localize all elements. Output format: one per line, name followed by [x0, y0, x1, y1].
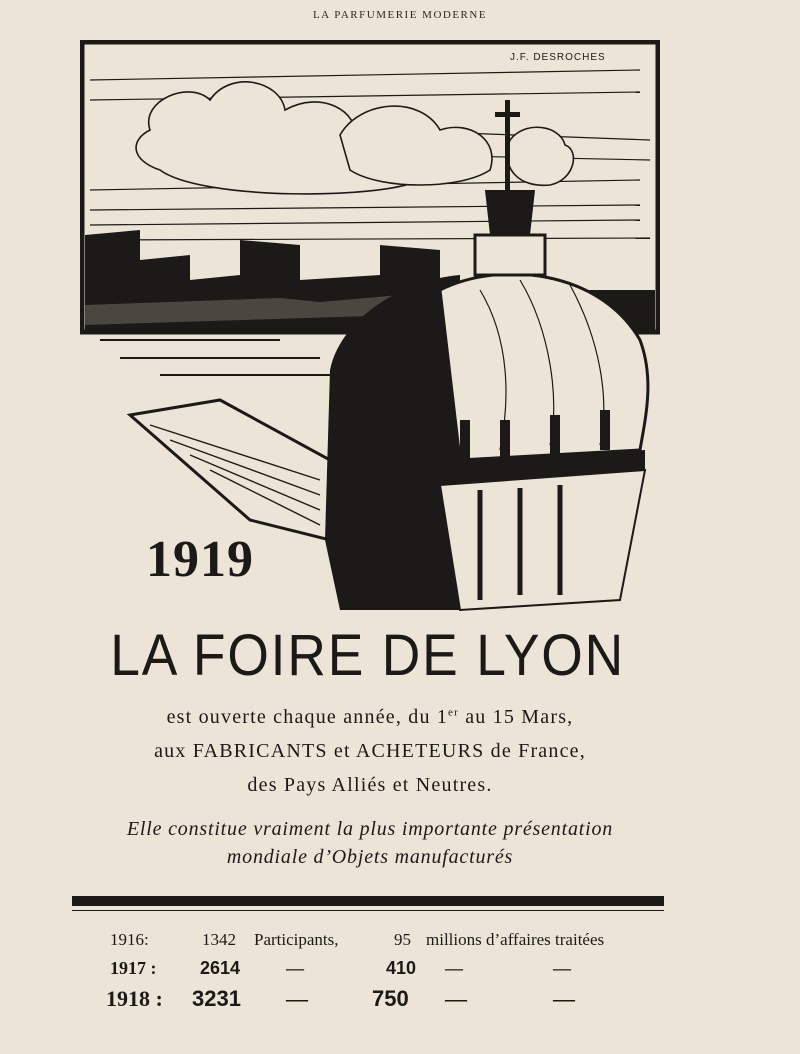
year-heading: 1919: [146, 531, 254, 588]
body-line-audience: aux FABRICANTS et ACHETEURS de France,: [154, 740, 586, 762]
stat-affaires: 750: [372, 986, 409, 1011]
body-line-dates-a: est ouverte chaque année, du 1: [166, 706, 449, 728]
stat-affaires: 95: [394, 930, 411, 949]
stat-affaires-label: millions d’affaires traitées: [426, 930, 605, 949]
stats-row-1916: [0, 930, 800, 956]
stats-row-1917: [0, 958, 800, 984]
stat-year: 1918 :: [106, 986, 163, 1011]
ordinal-superscript: er: [448, 706, 459, 719]
artist-signature: J.F. DESROCHES: [510, 52, 606, 63]
stat-participants: 2614: [200, 958, 241, 978]
body-line-dates-b: au 15 Mars,: [459, 706, 574, 728]
stat-participants-label: —: [286, 986, 308, 1011]
stat-affaires-label: —: [445, 958, 463, 978]
divider-thin: [72, 910, 664, 911]
stat-affaires: 410: [386, 958, 417, 978]
body-line-dates: [0, 706, 740, 729]
stat-year: 1916:: [110, 930, 149, 949]
stat-affaires-label: —: [445, 986, 467, 1011]
emphasis-line-1: Elle constitue vraiment la plus importante présentation: [126, 818, 614, 840]
stat-affaires-label-2: —: [553, 986, 575, 1011]
stat-participants: 3231: [192, 986, 241, 1011]
page-title: LA FOIRE DE LYON: [110, 623, 625, 688]
divider-thick: [72, 896, 664, 906]
emphasis-line-2: mondiale d’Objets manufacturés: [226, 846, 514, 868]
stat-participants: 1342: [202, 930, 236, 949]
running-title: LA PARFUMERIE MODERNE: [312, 9, 488, 21]
stat-affaires-label-2: —: [553, 958, 571, 978]
stat-year: 1917 :: [110, 958, 157, 978]
stat-participants-label: —: [286, 958, 304, 978]
stat-participants-label: Participants,: [254, 930, 339, 949]
stats-row-1918: [0, 986, 800, 1012]
body-line-countries: des Pays Alliés et Neutres.: [247, 774, 493, 796]
